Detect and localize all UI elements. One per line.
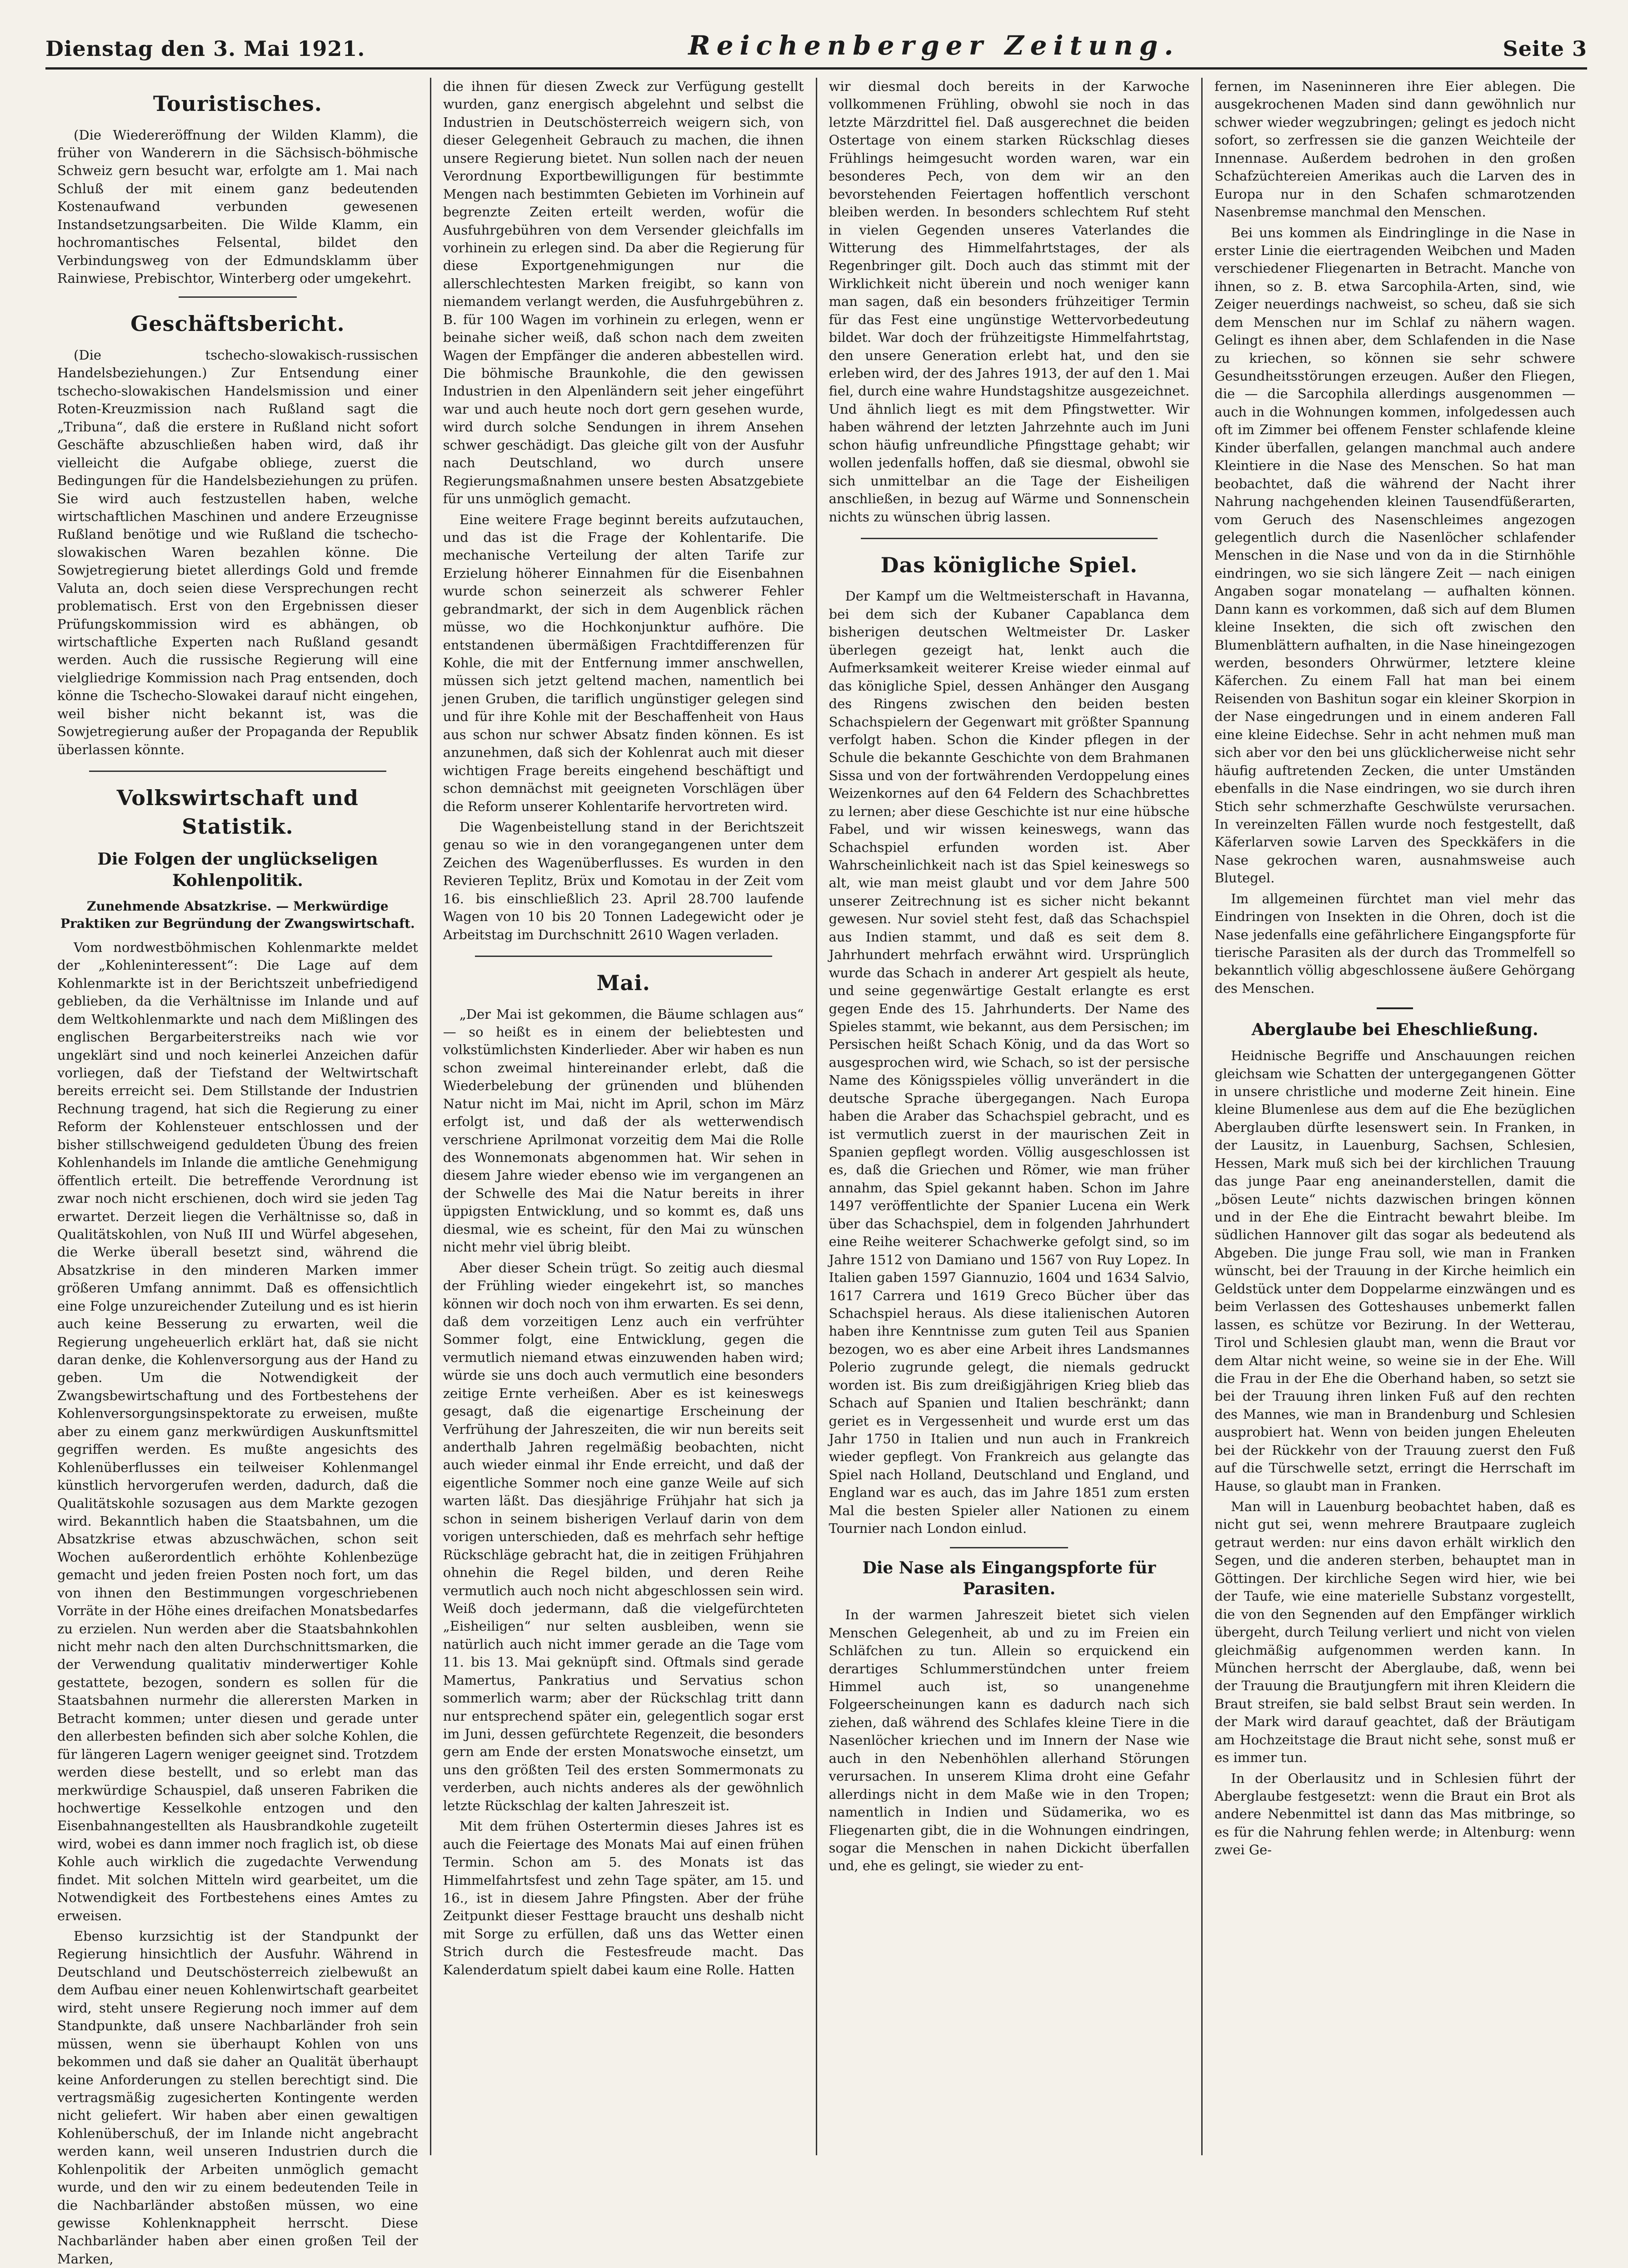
article-headline-aberglaube: Aberglaube bei Eheschließung. (1251, 1020, 1538, 1040)
article-subheadline: Zunehmende Absatzkrise. — Merkwürdige Praktiken zur Begründung der Zwangswirtschaft. (60, 898, 415, 931)
article-headline-kohlenpolitik: Die Folgen der unglückseligen Kohlenpolitik. (97, 850, 378, 890)
paragraph: In der Oberlausitz und in Schlesien führt der Aberglaube festgesetzt: wenn die Braut ein Brot als andere Nebenmittel ist dann das Mas mitbringe, so es für die Nahrung fehlen werde; in Altenburg: wenn zwei Ge- (1214, 1770, 1575, 1858)
paragraph: Der Kampf um die Weltmeisterschaft in Havanna, bei dem sich der Kubaner Capablanca dem bisherigen deutschen Weltmeister Dr. Lasker überlegen gezeigt hat, lenkt auch die Aufmerksamkeit weiterer Kreise wieder einmal auf das königliche Spiel, dessen Anhänger den Ausgang des Ringens zwischen den beiden besten Schachspielern der Gegenwart mit größter Spannung verfolgt haben. Schon die Kinder pflegen in der Schule die bekannte Geschichte von dem Brahmanen Sissa und von der fortwährenden Verdoppelung eines Weizenkornes auf den 64 Feldern des Schachbrettes zu lernen; aber diese Geschichte ist nur eine hübsche Fabel, und wir wissen keineswegs, wann das Schachspiel erfunden worden ist. Aber Wahrscheinlichkeit nach ist das Spiel keineswegs so alt, wie man meist glaubt und vor dem Jahre 500 unserer Zeitrechnung ist es sicher nicht bekannt gewesen. Nur soviel steht fest, daß das Schachspiel aus Indien stammt, und daß es seit dem 8. Jahrhundert mehrfach erwähnt wird. Ursprünglich wurde das Schach in anderer Art gespielt als heute, und seine gegenwärtige Gestalt erlangte es erst gegen Ende des 15. Jahrhunderts. Der Name des Spieles stammt, wie bekannt, aus dem Persischen; im Persischen heißt Schach König, und da das Wort so ausgesprochen wird, wie Schach, so ist der persische Name des Königsspieles völlig unverändert in die deutsche Sprache übergegangen. Nach Europa haben die Araber das Schachspiel gebracht, und es ist vermutlich zuerst in der maurischen Zeit in Spanien gepflegt worden. Völlig ausgeschlossen ist es, daß die Griechen und Römer, wie man früher annahm, das Spiel gekannt haben. Schon im Jahre 1497 veröffentlichte der Spanier Lucena ein Werk über das Schachspiel, dem in folgenden Jahrhundert eine Reihe weiterer Schachwerke gefolgt sind, so im Jahre 1512 von Damiano und 1567 von Ruy Lopez. In Italien gaben 1597 Giannuzio, 1604 und 1634 Salvio, 1617 Carrera und 1619 Greco Bücher über das Schachspiel heraus. Als diese italienischen Autoren haben ihre Kenntnisse zum guten Teil aus Spanien bezogen, wo es aber eine Arbeit ihres Landsmannes Polerio zugrunde gelegt, die niemals gedruckt worden ist. Bis zum dreißigjährigen Krieg blieb das Schach auf Spanien und Italien beschränkt; dann geriet es in Vergessenheit und wurde erst um das Jahr 1750 in Italien und nun auch in Frankreich wieder gepflegt. Von Frankreich aus gelangte das Spiel nach Holland, Deutschland und England, und England war es auch, das im Jahre 1851 zum ersten Mal die besten Spieler aller Nationen zu einem Tournier nach London einlud. (829, 588, 1190, 1537)
paragraph: Aber dieser Schein trügt. So zeitig auch diesmal der Frühling wieder eingekehrt ist, so manches können wir doch noch von ihm erwarten. Es sei denn, daß dem vorzeitigen Lenz auch ein verfrühter Sommer folgt, eine Entwicklung, gegen die vermutlich niemand etwas einzuwenden haben wird; würde sie uns doch auch vermutlich eine besonders zeitige Ernte verheißen. Aber es ist keineswegs gesagt, daß die eigenartige Erscheinung der Verfrühung der Jahreszeiten, die wir nun bereits seit anderthalb Jahren regelmäßig beobachten, nicht auch wieder einmal ihr Ende erreicht, und daß der eigentliche Sommer noch eine ganze Weile auf sich warten läßt. Das diesjährige Frühjahr hat sich ja schon in seinem bisherigen Verlauf darin von dem vorigen unterschieden, daß es mehrfach sehr heftige Rückschläge gebracht hat, die in zeitigen Frühjahren ohnehin die Regel bilden, und deren Reihe vermutlich auch noch nicht abgeschlossen sein wird. Weiß doch jedermann, daß die vielgefürchteten „Eisheiligen“ nur selten ausbleiben, wenn sie natürlich auch nicht immer gerade an die Tage vom 11. bis 13. Mai geknüpft sind. Oftmals sind gerade Mamertus, Pankratius und Servatius schon sommerlich warm; aber der Rückschlag tritt dann nur entsprechend später ein, gelegentlich sogar erst im Juni, dessen gefürchtete Regenzeit, die besonders gern am Ende der ersten Monatswoche einsetzt, um uns den größten Teil des ersten Sommermonats zu verderben, auch nichts anderes als der gewöhnlich letzte Rückschlag der kalten Jahreszeit ist. (443, 1260, 804, 1813)
newspaper-title: Reichenberger Zeitung. (688, 30, 1180, 61)
article-headline-nase: Die Nase als Eingangspforte für Parasiten. (862, 1558, 1156, 1599)
paragraph: fernen, im Naseninneren ihre Eier ablegen. Die ausgekrochenen Maden sind dann gewöhnlich nur schwer wieder wegzubringen; gelingt es jedoch nicht sofort, so zerfressen sie die ganzen Weichteile der Innennase. Außerdem bedrohen in den großen Schafzüchtereien Amerikas auch die Larven des in Europa nur in den Schafen schmarotzenden Nasenbremse manchmal den Menschen. (1214, 79, 1575, 220)
divider (1377, 1007, 1413, 1009)
article-headline-mai: Mai. (596, 971, 650, 995)
paragraph: Man will in Lauenburg beobachtet haben, daß es nicht gut sei, wenn mehrere Brautpaare zugleich getraut werden: nur eins davon erhält wirklich den Segen, und die anderen sterben, behauptet man in Göttingen. Der kirchliche Segen wird hier, wie bei der Taufe, wie eine materielle Substanz vorgestellt, die von den Segnenden auf den Empfänger wirklich übergeht, durch Teilung verliert und nicht von vielen gleichmäßig aufgenommen werden kann. In München herrscht der Aberglaube, daß, wenn bei der Trauung die Brautjungfern mit ihren Kleidern die Braut streifen, sie bald selbst Braut sein werden. In der Mark wird darauf geachtet, daß der Bräutigam am Hochzeitstage die Braut nicht sehe, sonst muß er es immer tun. (1214, 1499, 1575, 1766)
column-4 (1203, 78, 1587, 2155)
paragraph: In der warmen Jahreszeit bietet sich vielen Menschen Gelegenheit, ab und zu im Freien ein Schläfchen zu tun. Allein so erquickend ein derartiges Schlummerstündchen unter freiem Himmel auch ist, so unangenehme Folgeerscheinungen kann es dadurch nach sich ziehen, daß während des Schlafes kleine Tiere in die Nasenlöcher kriechen und im Innern der Nase wie auch in den Nebenhöhlen allerhand Störungen verursachen. In unserem Klima droht eine Gefahr allerdings nicht in dem Maße wie in den Tropen; namentlich in Indien und Südamerika, wo es Fliegenarten gibt, die in die Wohnungen eindringen, sogar die Menschen in nahen Dickicht überfallen und, ehe es gelingt, sie wieder zu ent- (829, 1607, 1190, 1874)
section-heading-geschaeftsbericht: Geschäftsbericht. (130, 311, 345, 336)
paragraph: die ihnen für diesen Zweck zur Verfügung gestellt wurden, ganz energisch abgelehnt und selbst die Industrien in Deutschösterreich weigern sich, von dieser Gelegenheit Gebrauch zu machen, die ihnen unsere Regierung bietet. Nun sollen nach der neuen Verordnung Exportbewilligungen für bestimmte Mengen nach bestimmten Gebieten im Vorhinein auf begrenzte Zeiten erteilt werden, wofür die Ausfuhrgebühren von dem Versender gleichfalls im vorhinein zu erlegen sind. Da aber die Regierung für diese Exportgenehmigungen nur die allerschlechtesten Marken freigibt, so kann von niemandem verlangt werden, die Ausfuhrgebühren z. B. für 100 Wagen im vorhinein zu erlegen, wenn er beinahe sicher weiß, daß schon nach dem zweiten Wagen der Empfänger die anderen abbestellen wird. Die böhmische Braunkohle, die den gewissen Industrien in den Alpenländern seit jeher eingeführt war und auch heute noch dort gern gesehen wurde, wird durch solche Sendungen in ihrem Ansehen schwer geschädigt. Das gleiche gilt von der Ausfuhr nach Deutschland, wo durch unsere Regierungsmaßnahmen unsere besten Absatzgebiete für uns unmöglich gemacht. (443, 79, 804, 507)
paragraph: Vom nordwestböhmischen Kohlenmarkte meldet der „Kohleninteressent“: Die Lage auf dem Kohlenmarkte ist in der Berichtszeit unbefriedigend geblieben, da die Verhältnisse im Inlande und auf dem Weltkohlenmarkte und nach dem Mißlingen des englischen Bergarbeiterstreiks nach wie vor ungeklärt sind und noch keinerlei Anzeichen dafür vorliegen, daß der Tiefstand der Weltwirtschaft bereits erreicht sei. Dem Stillstande der Industrien Rechnung tragend, hat sich die Regierung zu einer Reform der Kohlensteuer entschlossen und der bisher stillschweigend geduldeten Übung des freien Kohlenhandels im Inlande die amtliche Genehmigung öffentlich erteilt. Die betreffende Verordnung ist zwar noch nicht erschienen, doch wird sie jeden Tag erwartet. Derzeit liegen die Verhältnisse so, daß in Qualitätskohlen, von Nuß III und Würfel abgesehen, die Werke überall besetzt sind, während die Absatzkrise in den minderen Marken immer größeren Umfang annimmt. Daß es offensichtlich eine Folge unzureichender Zuteilung und es ist hierin auch keine Besserung zu erwarten, weil die Regierung ungeheuerlich erklärt hat, daß sie nicht daran denke, die Kohlenversorgung aus der Hand zu geben. Um die Notwendigkeit der Zwangsbewirtschaftung und des Fortbestehens der Kohlenversorgungsinspektorate zu erweisen, mußte aber zu einem ganz merkwürdigen Auskunftsmittel gegriffen werden. Es mußte angesichts des Kohlenüberflusses ein teilweiser Kohlenmangel künstlich hervorgerufen werden, dadurch, daß die Qualitätskohle sozusagen aus dem Markte gezogen wird. Bekanntlich haben die Staatsbahnen, um die Absatzkrise etwas abzuschwächen, schon seit Wochen außerordentlich erhöhte Kohlenbezüge gemacht und jeden freien Posten noch fort, um das von ihnen den Bestimmungen vorgeschriebenen Vorräte in der Höhe eines dreifachen Monatsbedarfes zu erzielen. Nun werden aber die Staatsbahnkohlen nicht mehr nach den alten Durchschnittsmarken, die der Verwendung qualitativ minderwertiger Kohle gestattete, bezogen, sondern es sollen für die Staatsbahnen nurmehr die allerersten Marken in Betracht kommen; unter diesen und gerade unter den allerbesten befinden sich aber solche Kohlen, die für längeren Lagern weniger geeignet sind. Trotzdem werden diese bestellt, und so erlebt man das merkwürdige Schauspiel, daß unseren Fabriken die hochwertige Kesselkohle entzogen und den Eisenbahnangestellten als Hausbrandkohle zugeteilt wird, wobei es dann immer noch fraglich ist, ob diese Kohle auch wirklich die zugedachte Verwendung findet. Mit solchen Mitteln wird gearbeitet, um die Notwendigkeit des Fortbestehens eines Amtes zu erweisen. (57, 939, 418, 1923)
divider (861, 538, 1158, 539)
paragraph: Eine weitere Frage beginnt bereits aufzutauchen, und das ist die Frage der Kohlentarife. Die mechanische Verteilung der alten Tarife zur Erzielung höherer Einnahmen für die Eisenbahnen wurde schon seinerzeit als schwerer Fehler gebrandmarkt, der sich in dem Augenblick rächen müsse, wo die Hochkonjunktur aufhöre. Die entstandenen übermäßigen Frachtdifferenzen für Kohle, die mit der Entfernung immer anschwellen, müssen sich jetzt geltend machen, namentlich bei jenen Gruben, die tariflich ungünstiger gelegen sind und für ihre Kohle mit der Beschaffenheit von Haus aus schon nur schwer Absatz finden können. Es ist anzunehmen, daß sich der Kohlenrat auch mit dieser wichtigen Frage bereits eingehend beschäftigt und schon demnächst mit geeigneten Vorschlägen über die Reform unserer Kohlentarife hervortreten wird. (443, 511, 804, 814)
issue-date: Dienstag den 3. Mai 1921. (45, 36, 365, 61)
column-1 (45, 78, 431, 2267)
section-heading-volkswirtschaft: Volkswirtschaft und Statistik. (116, 786, 359, 839)
page-header (45, 32, 1587, 70)
paragraph: (Die tschecho-slowakisch-russischen Handelsbeziehungen.) Zur Entsendung einer tschecho-slowakischen Handelsmission und einer Roten-Kreuzmission nach Rußland sagt die „Tribuna“, daß die erstere in Rußland nicht sofort Geschäfte abzuschließen haben wird, daß ihr vielleicht die Aufgabe obliege, zuerst die Bedingungen für die Handelsbeziehungen zu prüfen. Sie wird auch festzustellen haben, welche wirtschaftlichen Maschinen und andere Erzeugnisse Rußland benötige und wie Rußland die tschecho-slowakischen Waren bezahlen könne. Die Sowjetregierung bietet allerdings Gold und fremde Valuta an, doch seien diese Versprechungen recht problematisch. Erst von den Ergebnissen dieser Prüfungskommission wird es abhängen, ob wirtschaftliche Experten nach Rußland gesandt werden. Auch die russische Regierung will eine vielgliedrige Kommission nach Prag entsenden, doch könne die Tschecho-Slowakei darauf nicht eingehen, weil bisher nicht bekannt ist, was die Sowjetregierung außer der Propaganda der Republik überlassen könnte. (57, 347, 418, 757)
page-number: Seite 3 (1503, 36, 1587, 61)
paragraph: Die Wagenbeistellung stand in der Berichtszeit genau so wie in den vorangegangenen unter dem Zeichen des Wagenüberflusses. Es wurden in den Revieren Teplitz, Brüx und Komotau in der Zeit vom 16. bis einschließlich 23. April 28.700 laufende Wagen von 10 bis 20 Tonnen Ladegewicht oder je Arbeitstag im Durchschnitt 2610 Wagen verladen. (443, 819, 804, 942)
divider (475, 956, 772, 957)
paragraph: Bei uns kommen als Eindringlinge in die Nase in erster Linie die eiertragenden Weibchen und Maden verschiedener Fliegenarten in Betracht. Manche von ihnen, so z. B. etwa Sarcophila-Arten, sind, wie Zeiger neuerdings nachweist, so scheu, daß sie sich dem Menschen nur im Schlaf zu nähern wagen. Gelingt es ihnen aber, dem Schlafenden in die Nase zu kriechen, so können sie sehr schwere Gesundheitsstörungen erzeugen. Außer den Fliegen, die — die Sarcophila allerdings ausgenommen — auch in die Wohnungen kommen, infolgedessen auch oft im Zimmer bei offenem Fenster schlafende kleine Kinder überfallen, gelangen manchmal auch andere Kleintiere in die Nase des Menschen. So hat man beobachtet, daß die während der Nacht ihrer Nahrung nachgehenden kleinen Tausendfüßerarten, vom Geruch des Nasenschleimes angezogen gelegentlich durch die Nasenlöcher schlafender Menschen in die Nase und von da in die Stirnhöhle eindringen, wo sie sich längere Zeit — nach einigen Angaben sogar monatelang — aufhalten können. Dann kann es vorkommen, daß sich auf dem Blumen kleine Insekten, die sich oft zwischen den Blumenblättern aufhalten, in die Nase hineingezogen werden, besonders Ohrwürmer, letztere kleine Käferchen. Zu einem Fall hat man bei einem Reisenden von Bashitun sogar ein kleiner Skorpion in der Nase eingedrungen und in einem anderen Fall eine kleine Eidechse. Sehr in acht nehmen muß man sich aber vor den bei uns glücklicherweise nicht sehr häufig auftretenden Zecken, die unter Umständen ebenfalls in die Nase eindringen, wo sie durch ihren Stich sehr schmerzhafte Geschwülste verursachen. In vereinzelten Fällen wurde noch festgestellt, daß Käferlarven sowie Larven des Speckkäfers in die Nase gekrochen waren, ausnahmsweise auch Blutegel. (1214, 225, 1575, 886)
divider (950, 1547, 1068, 1548)
paragraph: Heidnische Begriffe und Anschauungen reichen gleichsam wie Schatten der untergegangenen Götter in unsere christliche und moderne Zeit hinein. Eine kleine Blumenlese aus dem auf die Ehe bezüglichen Aberglauben dürfte lesenswert sein. In Franken, in der Lausitz, in Lauenburg, Sachsen, Schlesien, Hessen, Mark muß sich bei der kirchlichen Trauung das junge Paar eng aneinanderstellen, damit die „bösen Leute“ nichts dazwischen bringen können und in der Ehe die Eintracht bewahrt bleibe. Im südlichen Hannover gilt das sogar als bedeutend als Abgeben. Die junge Frau soll, wie man in Franken wünscht, bei der Trauung in der Kirche heimlich ein Geldstück unter dem Doppelarme einzwängen und es beim Verlassen des Gotteshauses unbemerkt fallen lassen, es schütze vor Bezirung. In der Wetterau, Tirol und Schlesien glaubt man, wenn die Braut vor dem Altar nicht weine, so weine sie in der Ehe. Will die Frau in der Ehe die Oberhand haben, so setzt sie bei der Trauung ihren linken Fuß auf den rechten des Mannes, wie man in Brandenburg und Schlesien ausprobiert hat. Wenn von beiden jungen Eheleuten bei der Rückkehr von der Trauung zuerst den Fuß auf die Türschwelle setzt, erringt die Herrschaft im Hause, so glaubt man in Franken. (1214, 1048, 1575, 1494)
article-columns (45, 78, 1587, 2267)
article-headline-schach: Das königliche Spiel. (880, 552, 1138, 577)
paragraph: wir diesmal doch bereits in der Karwoche vollkommenen Frühling, obwohl sie noch in das letzte Märzdrittel fiel. Daß ausgerechnet die beiden Ostertage von einem starken Rückschlag dieses Frühlings heimgesucht worden waren, war ein besonderes Pech, von dem wir an den bevorstehenden Feiertagen hoffentlich verschont bleiben werden. In besonders schlechtem Ruf steht in vielen Gegenden unseres Vaterlandes die Witterung des Himmelfahrtstages, der als Regenbringer gilt. Doch auch das stimmt mit der Wirklichkeit nicht überein und noch weniger kann man sagen, daß ein besonders frühzeitiger Termin für das Fest eine ungünstige Wettervorbedeutung bildet. War doch der frühzeitigste Himmelfahrtstag, den unsere Generation erlebt hat, und den sie erleben wird, der des Jahres 1913, der auf den 1. Mai fiel, durch eine wahre Hundstagshitze ausgezeichnet. Und ähnlich liegt es mit dem Pfingstwetter. Wir haben während der letzten Jahrzehnte auch im Juni schon häufig unfreundliche Pfingsttage gehabt; wir wollen jedenfalls hoffen, daß sie diesmal, obwohl sie sich unmittelbar an die Tage der Eisheiligen anschließen, in bezug auf Wärme und Sonnenschein nichts zu wünschen übrig lassen. (829, 79, 1190, 525)
divider (89, 771, 386, 772)
paragraph: Im allgemeinen fürchtet man viel mehr das Eindringen von Insekten in die Ohren, doch ist die Nase jedenfalls eine gefährlichere Eingangspforte für tierische Parasiten als der durch das Trommelfell so bekanntlich völlig abgeschlossene äußere Gehörgang des Menschen. (1214, 891, 1575, 996)
column-3 (817, 78, 1203, 2155)
paragraph: „Der Mai ist gekommen, die Bäume schlagen aus“ — so heißt es in einem der beliebtesten und volkstümlichsten Kinderlieder. Aber wir haben es nun schon zweimal hintereinander erlebt, daß die Wiederbelebung der grünenden und blühenden Natur nicht im Mai, nicht im April, schon im März erfolgt ist, und daß der als wetterwendisch verschriene Aprilmonat vorzeitig dem Mai die Rolle des Wonnemonats abgenommen hat. Wir sehen in diesem Jahre wieder ebenso wie im vergangenen an der Schwelle des Mai die Natur bereits in ihrer üppigsten Entwicklung, und so kommt es, daß uns diesmal, wie es scheint, für den Mai zu wünschen nicht mehr viel übrig bleibt. (443, 1006, 804, 1255)
column-2 (431, 78, 817, 2155)
divider (179, 296, 297, 298)
section-heading-touristisches: Touristisches. (153, 91, 322, 116)
paragraph: Mit dem frühen Ostertermin dieses Jahres ist es auch die Feiertage des Monats Mai auf einen frühen Termin. Schon am 5. des Monats ist das Himmelfahrtsfest und zehn Tage später, am 15. und 16., ist in diesem Jahre Pfingsten. Aber der frühe Zeitpunkt dieser Festtage braucht uns deshalb nicht mit Sorge zu erfüllen, daß uns das Wetter einen Strich durch die Festesfreude macht. Das Kalenderdatum spielt dabei kaum eine Rolle. Hatten (443, 1818, 804, 1978)
paragraph: (Die Wiedereröffnung der Wilden Klamm), die früher von Wanderern in die Sächsisch-böhmische Schweiz gern besucht war, erfolgte am 1. Mai nach Schluß der mit einem ganz bedeutenden Kostenaufwand verbunden gewesenen Instandsetzungsarbeiten. Die Wilde Klamm, ein hochromantisches Felsental, bildet den Verbindungsweg von der Edmundsklamm über Rainwiese, Prebischtor, Winterberg oder umgekehrt. (57, 127, 418, 286)
paragraph: Ebenso kurzsichtig ist der Standpunkt der Regierung hinsichtlich der Ausfuhr. Während in Deutschland und Deutschösterreich zielbewußt an dem Aufbau einer neuen Kohlenwirtschaft gearbeitet wird, steht unsere Regierung noch immer auf dem Standpunkte, daß unsere Nachbarländer froh sein müssen, wenn sie überhaupt Kohlen von uns bekommen und daß sie daher an Qualität überhaupt keine Anforderungen zu stellen berechtigt sind. Die vertragsmäßig zugesicherten Kontingente werden nicht geliefert. Wir haben aber einen gewaltigen Kohlenüberschuß, der im Inlande nicht angebracht werden kann, weil unseren Industrien durch die Kohlenpolitik der Arbeiten unmöglich gemacht wurde, und den wir zu einem bedeutenden Teile in die Nachbarländer abstoßen müssen, wo eine gewisse Kohlenknappheit herrscht. Diese Nachbarländer haben aber einen großen Teil der Marken, (57, 1928, 418, 2267)
